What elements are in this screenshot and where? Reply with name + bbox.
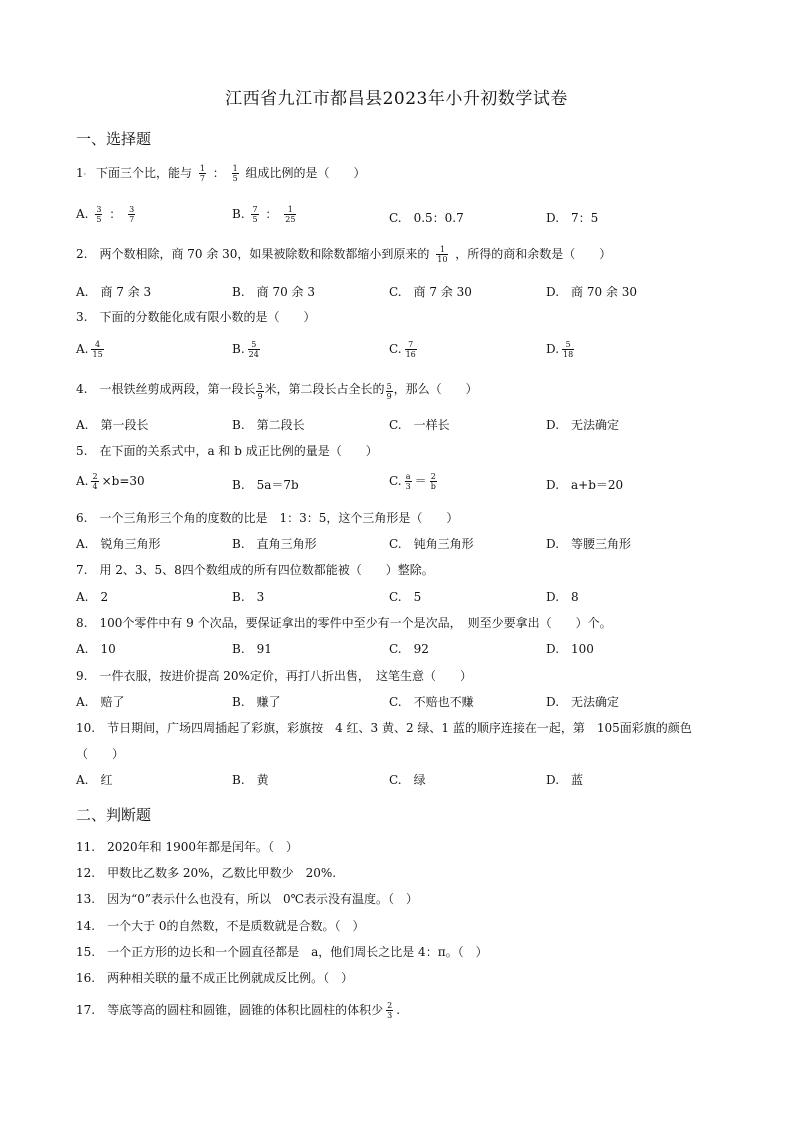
section-choice-heading: 一、选择题 — [76, 130, 152, 148]
option-c: C. 92 — [389, 642, 429, 656]
option-a: A. 2 — [76, 590, 109, 604]
option-b: B. 黄 — [232, 773, 269, 787]
section-judgement-heading: 二、判断题 — [76, 806, 152, 824]
option-a: A. 第一段长 — [76, 418, 149, 432]
option-d: D. 100 — [546, 642, 594, 656]
question-10-line-1: 10. 节日期间，广场四周插起了彩旗，彩旗按 4 红、3 黄、2 绿、1 蓝的顺序连接在一起，第 105面彩旗的颜色 — [76, 721, 692, 735]
option-c: C. 商 7 余 30 — [389, 285, 472, 299]
question-6: 6. 一个三角形三个角的度数的比是 1：3：5，这个三角形是（ ） — [76, 511, 459, 525]
page-title: 江西省九江市都昌县2023年小升初数学试卷 — [225, 89, 568, 109]
option-c: C. $\frac{a}{3}$ ＝ $\frac{2}{b}$ — [389, 472, 436, 491]
option-d: D. 无法确定 — [546, 695, 620, 709]
question-2: 2. 两个数相除，商 70 余 30，如果被除数和除数都缩小到原来的 $\frac{1}{10}$ ，所得的商和余数是（ ） — [76, 245, 612, 264]
option-a: A. $\frac{2}{4}$ ×b=30 — [76, 472, 145, 491]
option-b: B. 直角三角形 — [232, 537, 317, 551]
fraction: $\frac{1}{7}$ — [199, 164, 205, 183]
question-3: 3. 下面的分数能化成有限小数的是（ ） — [76, 310, 316, 324]
question-8: 8. 100个零件中有 9 个次品，要保证拿出的零件中至少有一个是次品， 则至少要拿出（ ）个。 — [76, 616, 612, 630]
option-c: C. 绿 — [389, 773, 426, 787]
option-b: B. 3 — [232, 590, 265, 604]
option-c: C. 不赔也不赚 — [389, 695, 474, 709]
option-b: B. $\frac{5}{24}$ — [232, 340, 259, 359]
option-b: B. 商 70 余 3 — [232, 285, 315, 299]
option-b: B. $\frac{7}{5}$ ： $\frac{1}{25}$ — [232, 205, 296, 224]
option-a: A. $\frac{3}{5}$ ： $\frac{3}{7}$ — [76, 205, 135, 224]
option-a: A. 商 7 余 3 — [76, 285, 152, 299]
question-4: 4. 一根铁丝剪成两段，第一段长 $\frac{5}{9}$ 米，第二段长占全长的 $\frac{5}{9}$ ，那么（ ） — [76, 382, 478, 401]
question-5: 5. 在下面的关系式中，a 和 b 成正比例的量是（ ） — [76, 444, 378, 458]
question-13: 13. 因为“0”表示什么也没有，所以 0℃表示没有温度。（ ） — [76, 892, 419, 906]
option-c: C. $\frac{7}{16}$ — [389, 340, 416, 359]
option-a: A. 红 — [76, 773, 113, 787]
option-d: D. 无法确定 — [546, 418, 620, 432]
option-b: B. 赚了 — [232, 695, 281, 709]
option-d: D. a+b＝20 — [546, 478, 624, 492]
question-17: 17. 等底等高的圆柱和圆锥，圆锥的体积比圆柱的体积少 $\frac{2}{3}$ . — [76, 1001, 401, 1020]
question-11: 11. 2020年和 1900年都是闰年。（ ） — [76, 840, 298, 854]
option-a: A. 赔了 — [76, 695, 125, 709]
option-d: D. 7：5 — [546, 211, 599, 225]
question-14: 14. 一个大于 0的自然数，不是质数就是合数。（ ） — [76, 919, 365, 933]
option-c: C. 一样长 — [389, 418, 450, 432]
option-a: A. 锐角三角形 — [76, 537, 161, 551]
question-15: 15. 一个正方形的边长和一个圆直径都是 a，他们周长之比是 4：π。（ ） — [76, 945, 488, 959]
question-9: 9. 一件衣服，按进价提高 20%定价，再打八折出售， 这笔生意（ ） — [76, 669, 472, 683]
option-b: B. 5a＝7b — [232, 478, 299, 492]
option-d: D. 8 — [546, 590, 579, 604]
question-1: 1· 下面三个比，能与 $\frac{1}{7}$ ： $\frac{1}{5}$ 组成比例的是（ ） — [76, 164, 366, 183]
option-d: D. 等腰三角形 — [546, 537, 632, 551]
option-d: D. 商 70 余 30 — [546, 285, 637, 299]
question-7: 7. 用 2、3、5、8四个数组成的所有四位数都能被（ ）整除。 — [76, 563, 434, 577]
option-a: A. $\frac{4}{15}$ — [76, 340, 103, 359]
option-b: B. 第二段长 — [232, 418, 305, 432]
question-10-line-2: （ ） — [76, 747, 125, 761]
option-c: C. 0.5：0.7 — [389, 211, 464, 225]
option-d: D. $\frac{5}{18}$ — [546, 340, 574, 359]
question-16: 16. 两种相关联的量不成正比例就成反比例。（ ） — [76, 971, 354, 985]
option-b: B. 91 — [232, 642, 272, 656]
fraction: $\frac{1}{5}$ — [232, 164, 238, 183]
option-c: C. 5 — [389, 590, 422, 604]
question-12: 12. 甲数比乙数多 20%，乙数比甲数少 20%. — [76, 866, 337, 880]
option-c: C. 钝角三角形 — [389, 537, 474, 551]
option-a: A. 10 — [76, 642, 116, 656]
option-d: D. 蓝 — [546, 773, 584, 787]
